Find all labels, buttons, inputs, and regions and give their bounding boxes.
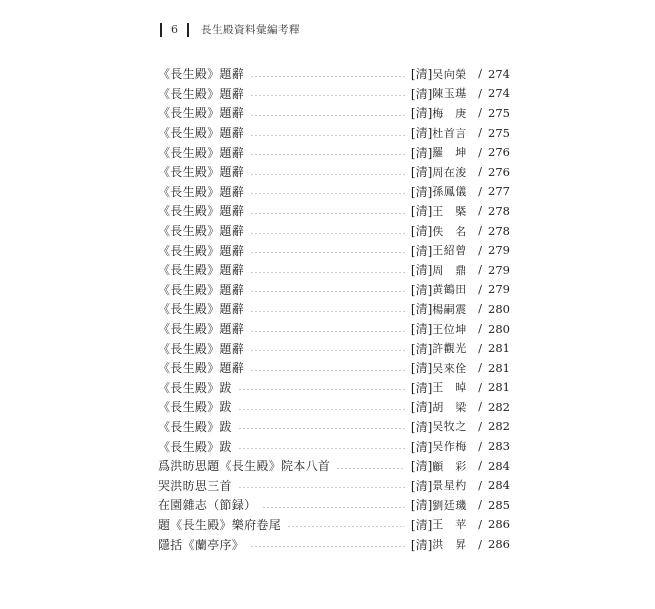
page-ref: 276: [488, 145, 510, 160]
dynasty-label: [清]: [410, 145, 433, 160]
separator-slash: /: [478, 282, 482, 296]
toc-entry-title: 《長生殿》跋: [158, 380, 232, 395]
author-name: 吴來佺: [432, 361, 467, 375]
separator-slash: /: [478, 204, 482, 218]
toc-entry: [158, 475, 510, 495]
page-ref: 278: [488, 223, 510, 238]
separator-slash: /: [478, 145, 482, 159]
dynasty-label: [清]: [410, 322, 433, 337]
dynasty-label: [清]: [410, 204, 433, 219]
page-ref: 281: [488, 360, 510, 375]
toc-entry-attribution: [411, 320, 510, 337]
header-rule-right: [187, 23, 189, 37]
page-ref: 282: [488, 399, 510, 414]
author-name: 黄鶴田: [432, 283, 467, 297]
dynasty-label: [清]: [410, 184, 433, 199]
author-name: 王 槩: [432, 204, 467, 218]
author-name: 劉廷璣: [432, 498, 467, 512]
toc-entry-attribution: [411, 183, 510, 200]
separator-slash: /: [478, 67, 482, 81]
author-name: 吴作梅: [432, 440, 467, 454]
toc-entry-title: 《長生殿》跋: [158, 419, 232, 434]
separator-slash: /: [478, 224, 482, 238]
toc-entry-attribution: [411, 438, 510, 455]
author-name: 王 晫: [432, 381, 467, 395]
toc-entry-title: 在園雜志（節録）: [158, 498, 257, 513]
page-ref: 275: [488, 105, 510, 120]
separator-slash: /: [478, 419, 482, 433]
dot-leader: [250, 331, 405, 332]
toc-entry-attribution: [411, 359, 510, 376]
toc-entry: [158, 534, 510, 554]
page-ref: 276: [488, 164, 510, 179]
dot-leader: [250, 252, 405, 253]
author-name: 吴牧之: [432, 420, 467, 434]
author-name: 景星杓: [432, 479, 467, 493]
separator-slash: /: [478, 106, 482, 120]
toc-entry: [158, 280, 510, 300]
running-header: [160, 22, 300, 37]
author-name: 杜首言: [432, 126, 467, 140]
dot-leader: [250, 95, 405, 96]
dynasty-label: [清]: [410, 517, 433, 532]
toc-entry-attribution: [411, 104, 510, 121]
toc-entry-attribution: [411, 457, 510, 474]
separator-slash: /: [478, 400, 482, 414]
toc-entry-title: 《長生殿》題辭: [158, 302, 245, 317]
toc-entry-title: 《長生殿》題辭: [158, 322, 245, 337]
toc-entry-attribution: [411, 379, 510, 396]
dot-leader: [250, 233, 405, 234]
dynasty-label: [清]: [410, 302, 433, 317]
page-ref: 284: [488, 478, 510, 493]
page-ref: 279: [488, 243, 510, 258]
toc-entry: [158, 260, 510, 280]
toc-entry-attribution: [411, 340, 510, 357]
author-name: 王 苹: [432, 518, 467, 532]
toc-entry-title: 《長生殿》題辭: [158, 145, 245, 160]
dynasty-label: [清]: [410, 478, 433, 493]
toc-entry-title: 《長生殿》題辭: [158, 86, 245, 101]
toc-entry-title: 爲洪昉思題《長生殿》院本八首: [158, 459, 331, 474]
toc-entry: [158, 456, 510, 476]
toc-entry: [158, 182, 510, 202]
dot-leader: [250, 546, 405, 547]
dynasty-label: [清]: [410, 400, 433, 415]
toc-entry: [158, 417, 510, 437]
dot-leader: [250, 370, 405, 371]
toc-entry-attribution: [411, 398, 510, 415]
dot-leader: [250, 193, 405, 194]
author-name: 羅 坤: [432, 146, 467, 160]
page-ref: 275: [488, 125, 510, 140]
toc-entry-title: 《長生殿》題辭: [158, 184, 245, 199]
dot-leader: [250, 76, 405, 77]
separator-slash: /: [478, 322, 482, 336]
page-number: 6: [171, 23, 178, 36]
dynasty-label: [清]: [410, 380, 433, 395]
toc-entry-attribution: [411, 163, 510, 180]
page-ref: 286: [488, 537, 510, 552]
page-ref: 274: [488, 66, 510, 81]
separator-slash: /: [478, 263, 482, 277]
toc-entry-attribution: [411, 300, 510, 317]
dynasty-label: [清]: [410, 361, 433, 376]
toc-entry-attribution: [411, 477, 510, 494]
dot-leader: [238, 448, 405, 449]
dot-leader: [262, 507, 405, 508]
author-name: 陳玉璂: [432, 87, 467, 101]
toc-entry: [158, 221, 510, 241]
toc-entry-attribution: [411, 65, 510, 82]
toc-entry-attribution: [411, 418, 510, 435]
page-ref: 277: [488, 184, 510, 199]
page-ref: 278: [488, 203, 510, 218]
page-ref: 279: [488, 282, 510, 297]
separator-slash: /: [478, 537, 482, 551]
book-title: 長生殿資料彙編考釋: [201, 24, 300, 36]
toc-entry-attribution: [411, 222, 510, 239]
toc-entry-attribution: [411, 144, 510, 161]
dot-leader: [250, 272, 405, 273]
dot-leader: [250, 174, 405, 175]
page-ref: 283: [488, 439, 510, 454]
dot-leader: [238, 428, 405, 429]
toc-entry: [158, 436, 510, 456]
page-ref: 280: [488, 321, 510, 336]
toc-entry-title: 隱括《蘭亭序》: [158, 537, 245, 552]
dot-leader: [250, 154, 405, 155]
header-rule-left: [160, 23, 162, 37]
toc-entry-title: 《長生殿》題辭: [158, 224, 245, 239]
toc-entry: [158, 338, 510, 358]
page-ref: 284: [488, 458, 510, 473]
toc-entry-attribution: [411, 496, 510, 513]
dynasty-label: [清]: [410, 419, 433, 434]
page-ref: 282: [488, 419, 510, 434]
dot-leader: [250, 291, 405, 292]
author-name: 胡 梁: [432, 400, 467, 414]
separator-slash: /: [478, 439, 482, 453]
toc-entry: [158, 84, 510, 104]
toc-entry-title: 《長生殿》題辭: [158, 204, 245, 219]
separator-slash: /: [478, 126, 482, 140]
separator-slash: /: [478, 361, 482, 375]
dynasty-label: [清]: [410, 341, 433, 356]
toc-entry: [158, 103, 510, 123]
toc-entry-attribution: [411, 202, 510, 219]
toc-entry-attribution: [411, 242, 510, 259]
dynasty-label: [清]: [410, 439, 433, 454]
dynasty-label: [清]: [410, 67, 433, 82]
dot-leader: [238, 409, 405, 410]
dynasty-label: [清]: [410, 224, 433, 239]
separator-slash: /: [478, 478, 482, 492]
author-name: 佚 名: [432, 224, 467, 238]
toc-entry: [158, 299, 510, 319]
toc-entry-title: 題《長生殿》樂府卷尾: [158, 517, 282, 532]
separator-slash: /: [478, 459, 482, 473]
dot-leader: [250, 135, 405, 136]
toc-entry: [158, 495, 510, 515]
page-ref: 274: [488, 86, 510, 101]
toc-entry: [158, 64, 510, 84]
toc-entry-attribution: [411, 281, 510, 298]
toc-entry: [158, 142, 510, 162]
toc-entry-attribution: [411, 516, 510, 533]
toc-entry: [158, 319, 510, 339]
toc-entry: [158, 358, 510, 378]
dynasty-label: [清]: [410, 106, 433, 121]
toc-entry-title: 《長生殿》題辭: [158, 361, 245, 376]
toc-entry-attribution: [411, 261, 510, 278]
toc-entry: [158, 397, 510, 417]
page-ref: 280: [488, 301, 510, 316]
separator-slash: /: [478, 380, 482, 394]
page-ref: 281: [488, 380, 510, 395]
dynasty-label: [清]: [410, 498, 433, 513]
dynasty-label: [清]: [410, 459, 433, 474]
dot-leader: [336, 468, 405, 469]
separator-slash: /: [478, 498, 482, 512]
dot-leader: [238, 487, 405, 488]
dot-leader: [238, 389, 405, 390]
author-name: 孫鳳儀: [432, 185, 467, 199]
dynasty-label: [清]: [410, 86, 433, 101]
toc-entry: [158, 515, 510, 535]
toc-entry-title: 《長生殿》題辭: [158, 341, 245, 356]
toc-entry-title: 哭洪昉思三首: [158, 478, 232, 493]
author-name: 王位坤: [432, 322, 467, 336]
separator-slash: /: [478, 184, 482, 198]
page-ref: 285: [488, 497, 510, 512]
dynasty-label: [清]: [410, 537, 433, 552]
author-name: 周 鼎: [432, 263, 467, 277]
dot-leader: [250, 311, 405, 312]
toc-entry-title: 《長生殿》題辭: [158, 243, 245, 258]
toc-entry: [158, 123, 510, 143]
author-name: 梅 庚: [432, 106, 467, 120]
author-name: 洪 昇: [432, 538, 467, 552]
toc-entry-title: 《長生殿》題辭: [158, 282, 245, 297]
separator-slash: /: [478, 302, 482, 316]
author-name: 吴向榮: [432, 67, 467, 81]
author-name: 周在浚: [432, 165, 467, 179]
separator-slash: /: [478, 165, 482, 179]
author-name: 許觀光: [432, 342, 467, 356]
toc-entry: [158, 378, 510, 398]
toc-entry-attribution: [411, 85, 510, 102]
dot-leader: [250, 350, 405, 351]
separator-slash: /: [478, 86, 482, 100]
toc-entry-title: 《長生殿》題辭: [158, 165, 245, 180]
page-ref: 286: [488, 517, 510, 532]
page-ref: 279: [488, 262, 510, 277]
dynasty-label: [清]: [410, 126, 433, 141]
toc-entry: [158, 240, 510, 260]
toc-entry-title: 《長生殿》題辭: [158, 263, 245, 278]
dynasty-label: [清]: [410, 282, 433, 297]
author-name: 顧 彩: [432, 459, 467, 473]
author-name: 楊嗣震: [432, 302, 467, 316]
dot-leader: [287, 526, 405, 527]
table-of-contents: [158, 64, 510, 554]
separator-slash: /: [478, 243, 482, 257]
dynasty-label: [清]: [410, 243, 433, 258]
toc-entry-title: 《長生殿》跋: [158, 439, 232, 454]
toc-entry-attribution: [411, 124, 510, 141]
toc-entry-title: 《長生殿》跋: [158, 400, 232, 415]
toc-entry-title: 《長生殿》題辭: [158, 106, 245, 121]
toc-entry-title: 《長生殿》題辭: [158, 126, 245, 141]
separator-slash: /: [478, 341, 482, 355]
toc-entry: [158, 201, 510, 221]
author-name: 王紹曾: [432, 244, 467, 258]
dynasty-label: [清]: [410, 165, 433, 180]
dot-leader: [250, 115, 405, 116]
separator-slash: /: [478, 517, 482, 531]
toc-entry-title: 《長生殿》題辭: [158, 67, 245, 82]
dot-leader: [250, 213, 405, 214]
dynasty-label: [清]: [410, 263, 433, 278]
toc-entry-attribution: [411, 536, 510, 553]
toc-entry: [158, 162, 510, 182]
page-ref: 281: [488, 341, 510, 356]
